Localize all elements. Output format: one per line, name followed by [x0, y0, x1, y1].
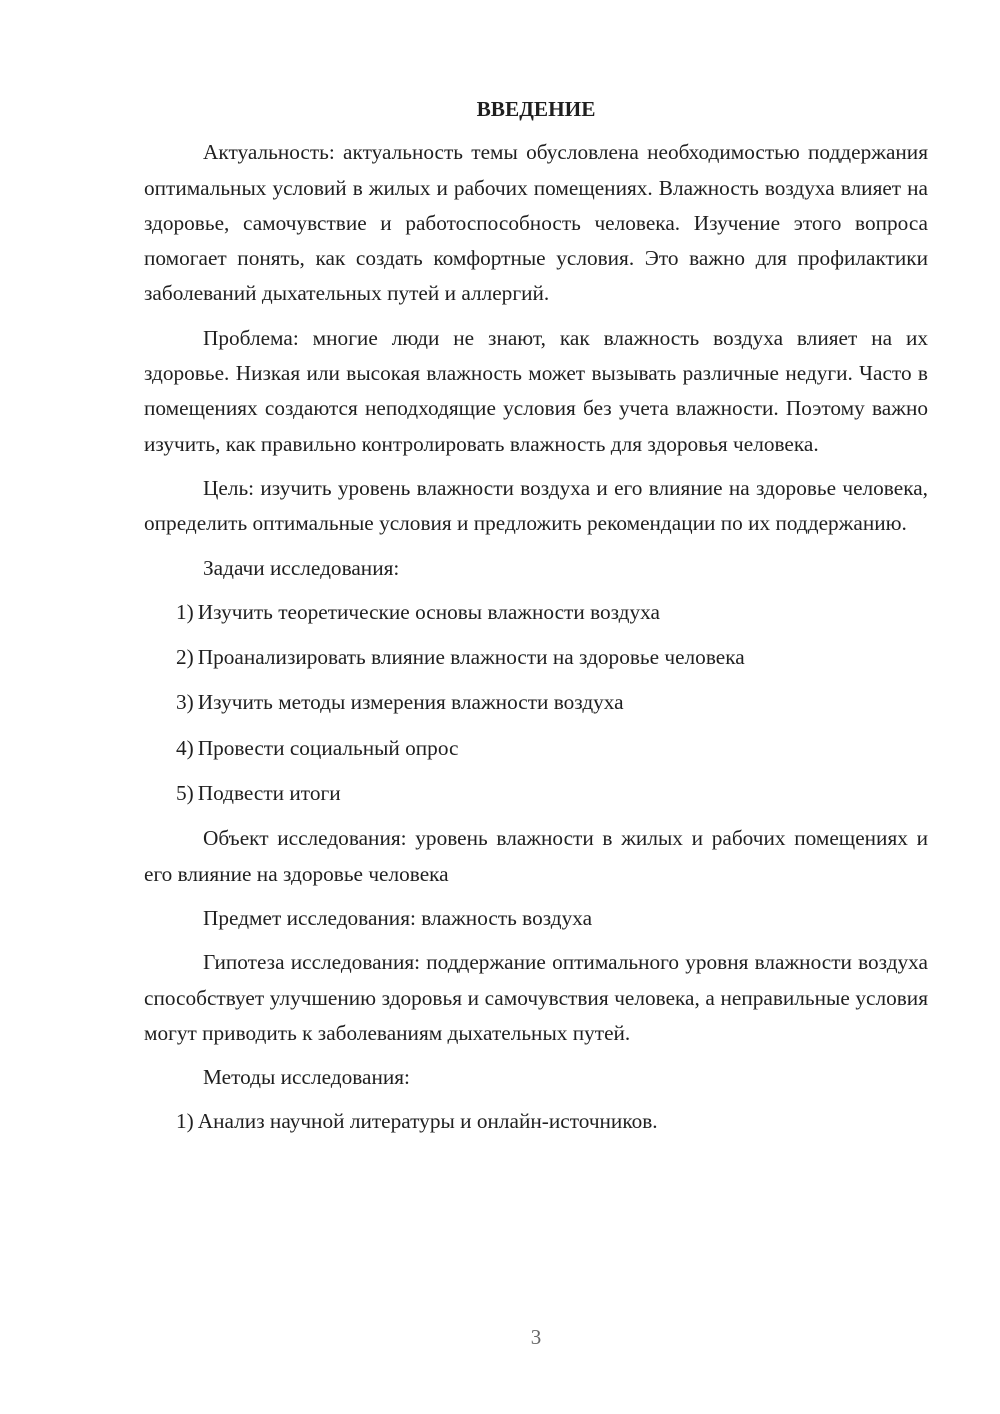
list-item-number: 1)	[176, 599, 194, 624]
list-item-number: 1)	[176, 1109, 194, 1134]
page-title: ВВЕДЕНИЕ	[476, 97, 596, 121]
list-item-text: Анализ научной литературы и онлайн-источников.	[197, 1109, 658, 1134]
list-item-text: Изучить теоретические основы влажности воздуха	[197, 599, 660, 624]
methods-heading: Методы исследования:	[203, 1065, 410, 1090]
list-item-number: 4)	[176, 735, 194, 760]
list-item-number: 5)	[176, 781, 194, 806]
hypothesis-paragraph: Гипотеза исследования: поддержание оптимального уровня влажности воздуха способствует улучшению здоровья и самочувствия человека, а неправильные условия могут приводить к заболеваниям дыхательных путей.	[144, 950, 928, 1045]
list-item-text: Проанализировать влияние влажности на здоровье человека	[197, 645, 745, 670]
list-item-text: Провести социальный опрос	[197, 735, 459, 760]
problem-paragraph: Проблема: многие люди не знают, как влажность воздуха влияет на их здоровье. Низкая или высокая влажность может вызывать различные недуги. Часто в помещениях создаются неподходящие условия без учета влажности. Поэтому важно изучить, как правильно контролировать влажность для здоровья человека.	[144, 325, 928, 456]
list-item	[144, 731, 928, 766]
relevance-paragraph: Актуальность: актуальность темы обусловлена необходимостью поддержания оптимальных условий в жилых и рабочих помещениях. Влажность воздуха влияет на здоровье, самочувствие и работоспособность человека. Изучение этого вопроса помогает понять, как создать комфортные условия. Это важно для профилактики заболеваний дыхательных путей и аллергий.	[144, 140, 928, 306]
object-paragraph: Объект исследования: уровень влажности в жилых и рабочих помещениях и его влияние на здоровье человека	[144, 826, 928, 886]
list-item	[144, 685, 928, 720]
list-item-text: Изучить методы измерения влажности воздуха	[197, 690, 624, 715]
list-item	[144, 595, 928, 630]
list-item	[144, 1104, 928, 1139]
goal-paragraph: Цель: изучить уровень влажности воздуха и его влияние на здоровье человека, определить оптимальные условия и предложить рекомендации по их поддержанию.	[144, 475, 928, 536]
tasks-heading: Задачи исследования:	[203, 555, 400, 580]
tasks-list	[144, 595, 928, 811]
list-item-number: 2)	[176, 645, 194, 670]
list-item	[144, 776, 928, 811]
list-item	[144, 640, 928, 675]
page-number: 3	[530, 1325, 542, 1349]
list-item-number: 3)	[176, 690, 194, 715]
subject-paragraph: Предмет исследования: влажность воздуха	[203, 905, 593, 930]
list-item-text: Подвести итоги	[197, 781, 341, 806]
document-page	[144, 92, 928, 1150]
methods-list	[144, 1104, 928, 1139]
